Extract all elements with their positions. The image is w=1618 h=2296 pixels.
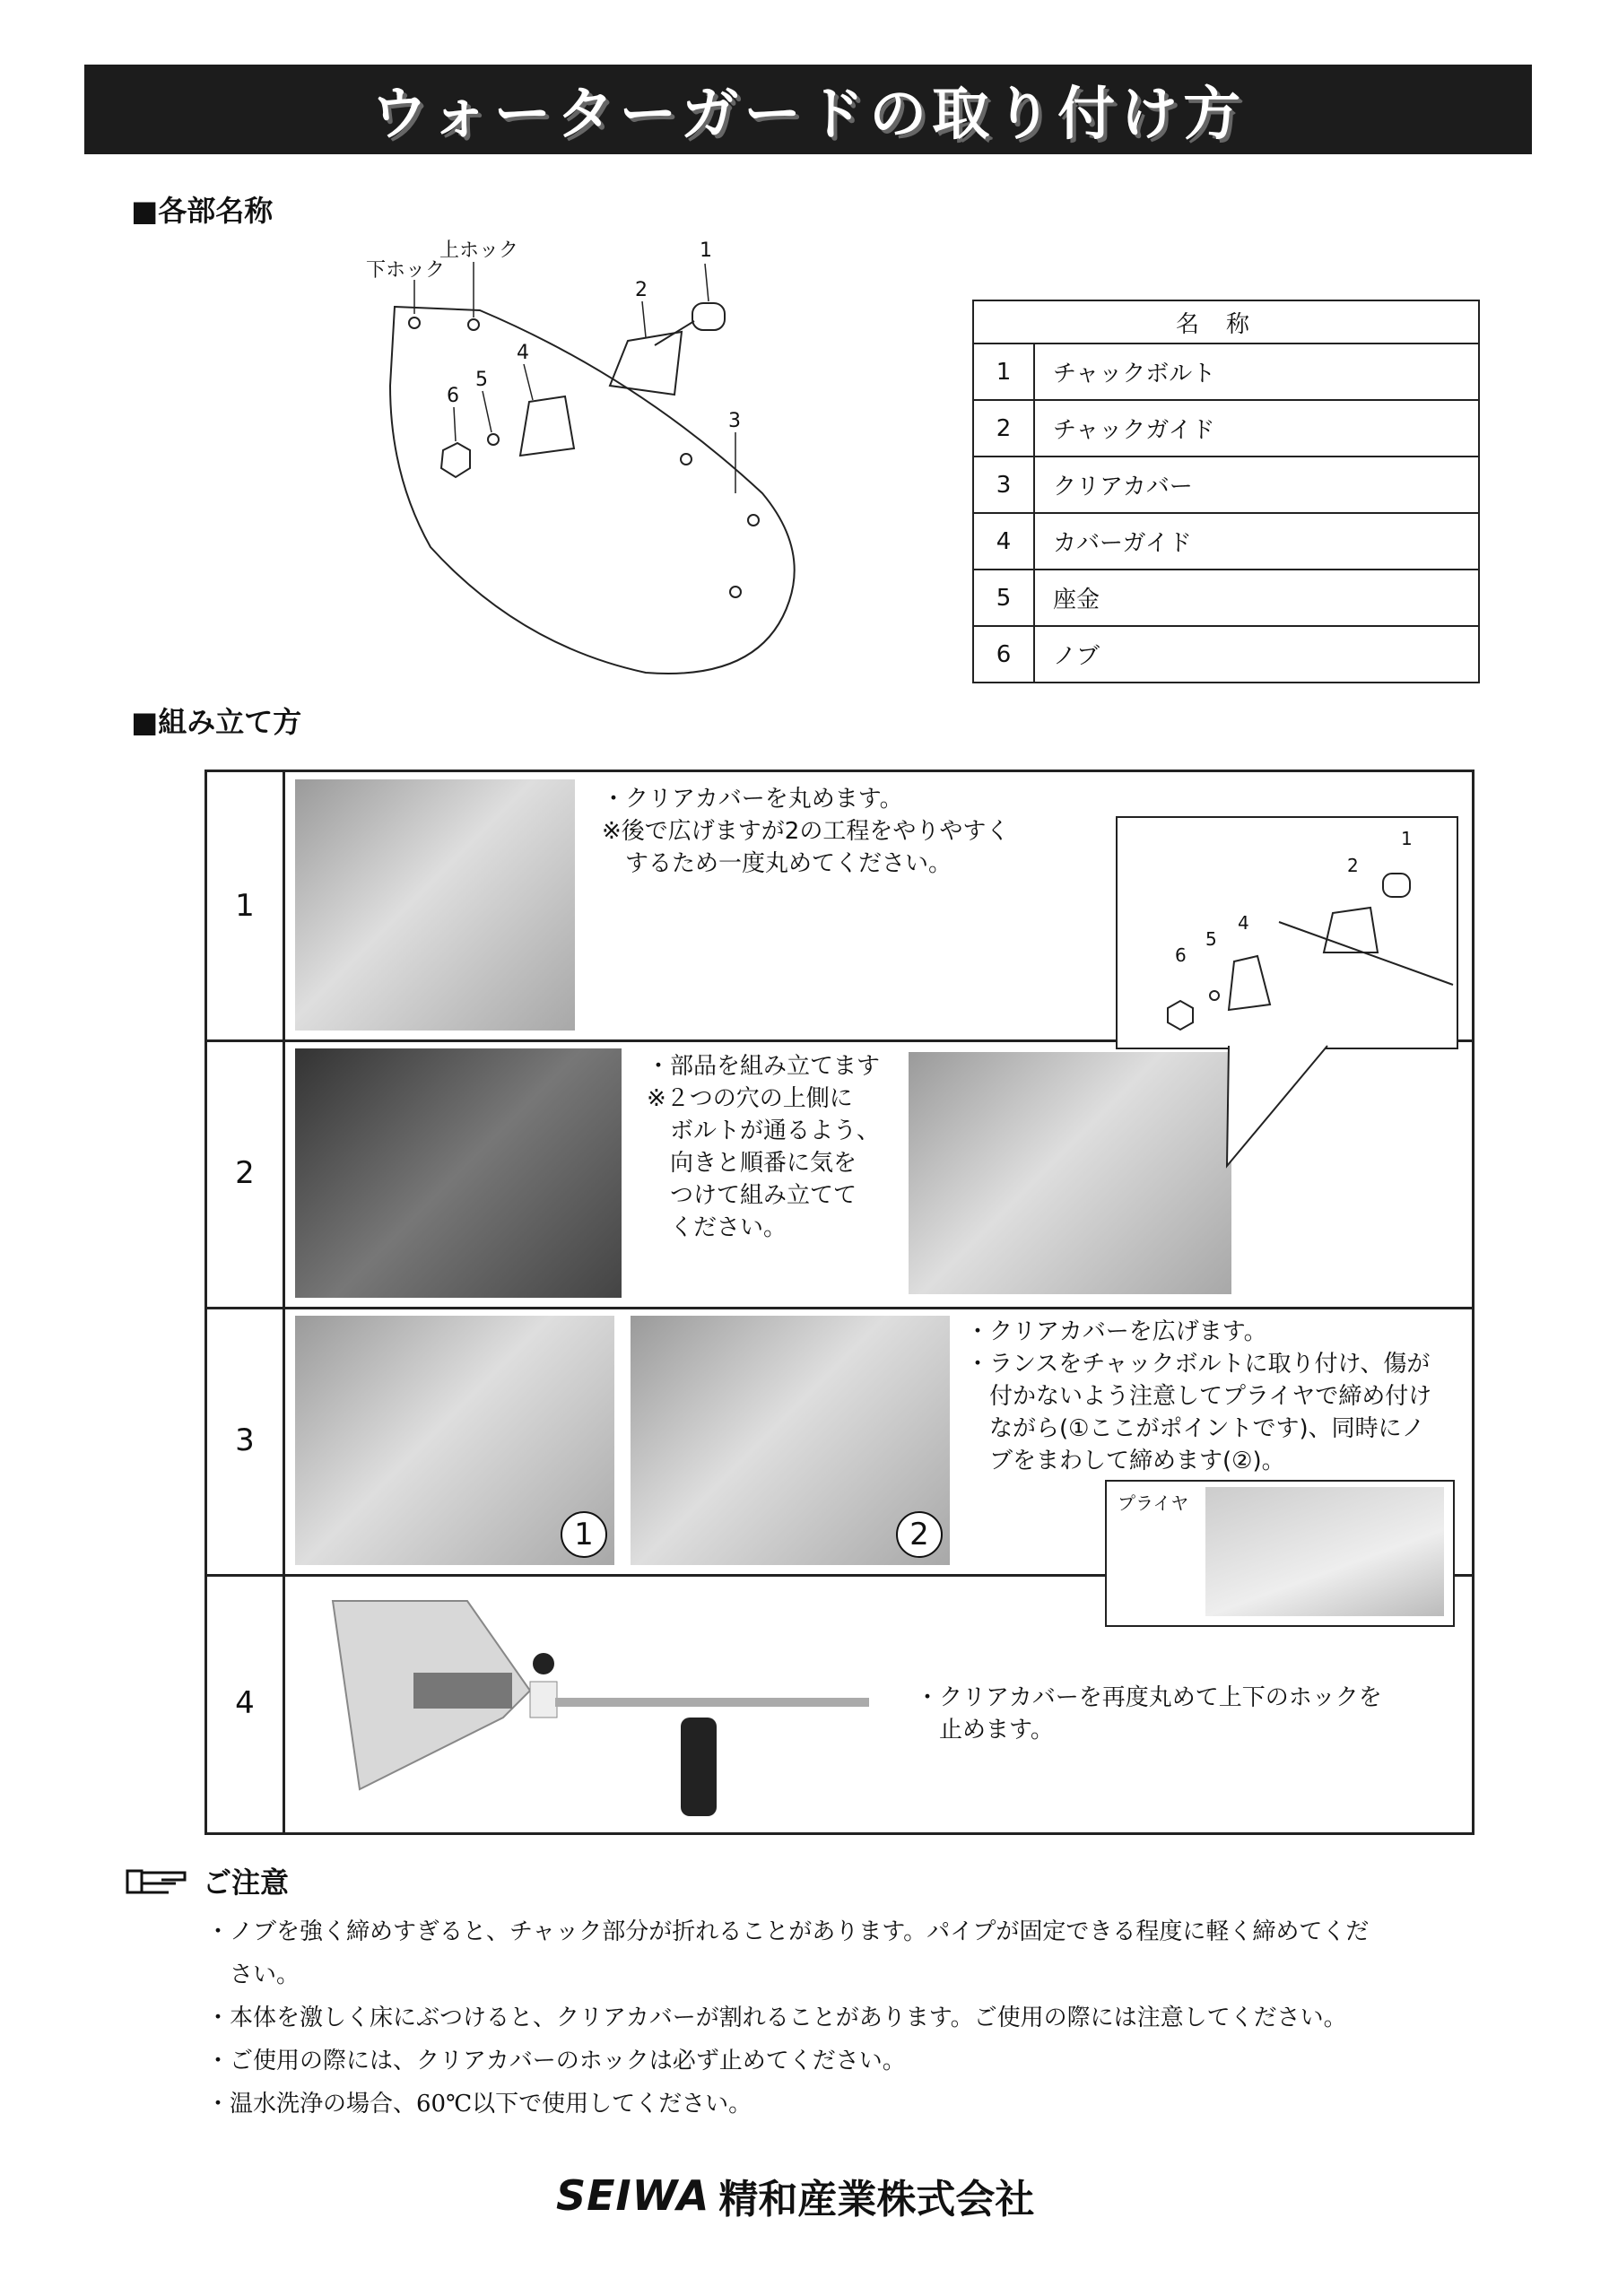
label-n6: 6 [447, 385, 459, 407]
photo-step2-assembled [909, 1052, 1231, 1294]
callout-pointer [1220, 1044, 1336, 1170]
photo-step4-complete [324, 1583, 880, 1825]
label-n3: 3 [728, 410, 741, 432]
upper-hook-hole [468, 319, 479, 330]
pliers-box [1105, 1480, 1455, 1627]
knob-shape [441, 443, 470, 477]
chuck-guide-shape [610, 332, 682, 395]
footer-logo [556, 2167, 1034, 2224]
washer-shape [488, 434, 499, 445]
caution-heading: ご注意 [203, 1866, 290, 1900]
table-row: 6 ノブ [973, 626, 1479, 683]
parts-table [972, 300, 1480, 683]
photo-step1-rolled-cover [295, 779, 575, 1031]
assembly-heading: ■組み立て方 [131, 705, 302, 739]
title-bar [84, 65, 1532, 154]
company-name: 精和産業株式会社 [718, 2177, 1035, 2222]
parts-heading: ■各部名称 [131, 194, 274, 228]
step1-text: ・クリアカバーを丸めます。 ※後で広げますが2の工程をやりやすく するため一度丸めてください。 [602, 786, 1010, 877]
inset-label-2: 2 [1347, 855, 1359, 876]
table-row: 1 チャックボルト [973, 344, 1479, 400]
step-number: 2 [207, 1039, 285, 1307]
caution-note: ・温水洗浄の場合、60℃以下で使用してください。 [206, 2091, 752, 2118]
table-row: 4 カバーガイド [973, 513, 1479, 570]
table-row: 3 クリアカバー [973, 457, 1479, 513]
photo-step2-parts [295, 1048, 622, 1298]
inset-label-4: 4 [1238, 912, 1249, 934]
step-number: 3 [207, 1307, 285, 1574]
photo-label-1: 1 [561, 1511, 607, 1558]
brand-logo: SEIWA [556, 2171, 710, 2220]
table-row: 2 チャックガイド [973, 400, 1479, 457]
label-n1: 1 [700, 239, 712, 262]
clear-cover-shape [390, 307, 795, 674]
pointing-hand-icon [126, 1866, 188, 1896]
label-n5: 5 [475, 369, 488, 391]
step4-text: ・クリアカバーを再度丸めて上下のホックを 止めます。 [916, 1684, 1382, 1744]
pliers-label: プライヤ [1118, 1492, 1189, 1514]
pliers-photo [1205, 1487, 1444, 1616]
lower-hook-hole [409, 317, 420, 328]
inset-label-6: 6 [1175, 944, 1187, 966]
label-lower-hook: 下ホック [366, 259, 446, 282]
caution-note: ・ご使用の際には、クリアカバーのホックは必ず止めてください。 [206, 2048, 906, 2074]
step3-text: ・クリアカバーを広げます。 ・ランスをチャックボルトに取り付け、傷が 付かないよう注意してプライヤで締め付け ながら(①ここがポイントです)、同時にノ ブをまわして締めます(②)。 [966, 1318, 1432, 1474]
caution-header [126, 1860, 289, 1901]
photo-step3-pliers [295, 1316, 614, 1565]
label-n2: 2 [635, 279, 648, 301]
step2-text: ・部品を組み立てます ※２つの穴の上側に ボルトが通るよう、 向きと順番に気を つけて組み立てて ください。 [647, 1053, 881, 1241]
parts-diagram [341, 224, 843, 709]
parts-table-header: 名称 [973, 300, 1479, 344]
step-number: 4 [207, 1574, 285, 1832]
step-number: 1 [207, 772, 285, 1039]
table-row: 5 座金 [973, 570, 1479, 626]
photo-label-2: 2 [896, 1511, 943, 1558]
cover-guide-shape [520, 396, 574, 456]
inset-diagram [1116, 816, 1458, 1049]
inset-label-5: 5 [1205, 928, 1217, 950]
chuck-bolt-shape [692, 303, 725, 330]
page-title: ウォーターガードの取り付け方 [370, 82, 1247, 148]
label-upper-hook: 上ホック [439, 239, 519, 262]
caution-notes [206, 1910, 1369, 2126]
photo-step3-knob [631, 1316, 950, 1565]
caution-note: ・本体を激しく床にぶつけると、クリアカバーが割れることがあります。ご使用の際には注意してください。 [206, 2005, 1347, 2031]
label-n4: 4 [517, 342, 529, 364]
caution-note: ・ノブを強く締めすぎると、チャック部分が折れることがあります。パイプが固定できる程度に軽く締めてくだ さい。 [206, 1918, 1370, 1988]
inset-label-1: 1 [1401, 828, 1413, 849]
